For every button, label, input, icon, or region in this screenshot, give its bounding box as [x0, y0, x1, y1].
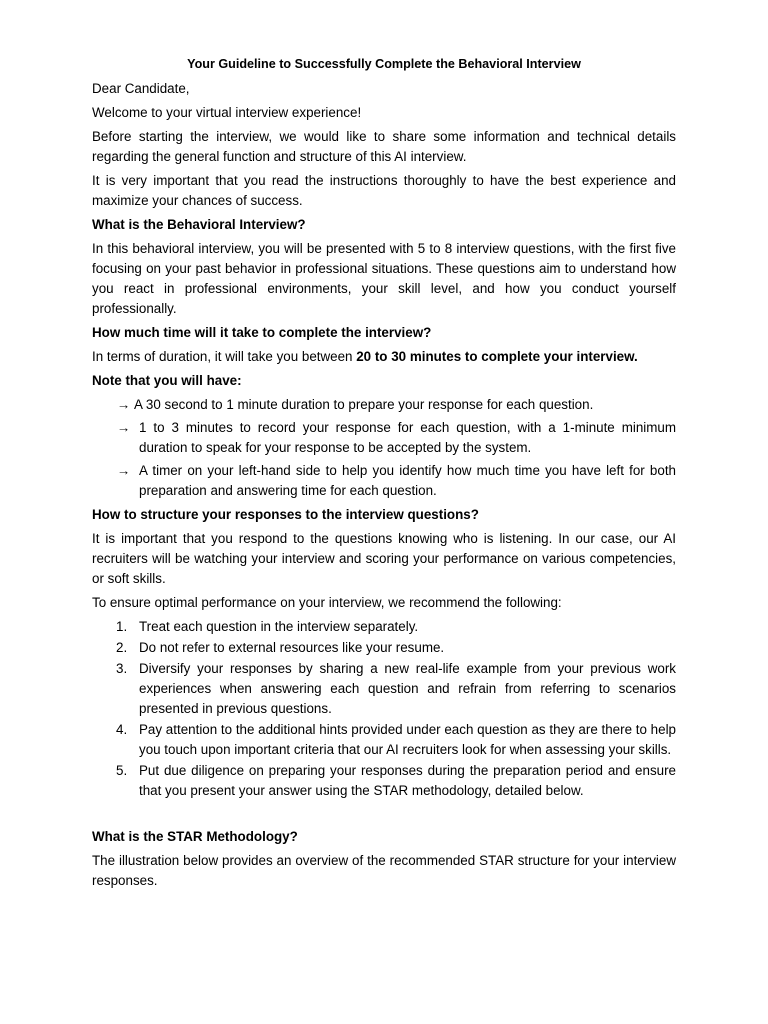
paragraph-recommend: To ensure optimal performance on your interview, we recommend the following: — [92, 595, 562, 610]
recommendation-item — [92, 638, 676, 658]
document-title: Your Guideline to Successfully Complete the Behavioral Interview — [187, 57, 581, 71]
welcome-line: Welcome to your virtual interview experience! — [92, 105, 362, 120]
item-text: Put due diligence on preparing your responses during the preparation period and ensure that you present your answer using the STAR methodology, detailed below. — [139, 763, 676, 798]
note-item — [92, 461, 676, 501]
item-text: Diversify your responses by sharing a new real-life example from your previous work experiences when answering each question and refrain from referring to scenarios presented in previous questions. — [139, 661, 676, 716]
item-text: Pay attention to the additional hints provided under each question as they are there to help you touch upon important criteria that our AI recruiters look for when assessing your skills. — [139, 722, 676, 757]
item-number: 2. — [116, 640, 128, 655]
arrow-icon: → — [117, 463, 131, 478]
heading-star: What is the STAR Methodology? — [92, 829, 298, 844]
recommendation-item — [92, 761, 676, 801]
item-number: 5. — [116, 763, 128, 778]
arrow-icon: → — [117, 420, 131, 435]
heading-structure: How to structure your responses to the interview questions? — [92, 507, 479, 522]
heading-time: How much time will it take to complete the interview? — [92, 325, 432, 340]
heading-what-is-interview: What is the Behavioral Interview? — [92, 217, 306, 232]
intro-paragraph-2: It is very important that you read the instructions thoroughly to have the best experience and maximize your chances of success. — [92, 173, 676, 208]
time-bold: 20 to 30 minutes to complete your interview. — [356, 349, 638, 364]
item-number: 3. — [116, 661, 128, 676]
intro-paragraph-1: Before starting the interview, we would like to share some information and technical details regarding the general function and structure of this AI interview. — [92, 129, 676, 164]
note-text: A timer on your left-hand side to help you identify how much time you have left for both preparation and answering time for each question. — [139, 463, 676, 498]
note-item — [92, 395, 676, 415]
note-label: Note that you will have: — [92, 373, 242, 388]
spacer — [92, 805, 676, 827]
document-body — [92, 54, 676, 895]
recommendations-list — [92, 617, 676, 801]
paragraph-star: The illustration below provides an overview of the recommended STAR structure for your interview responses. — [92, 853, 676, 888]
recommendation-item — [92, 659, 676, 719]
arrow-icon: → — [117, 397, 131, 412]
note-item — [92, 418, 676, 458]
paragraph-time — [92, 347, 676, 367]
item-number: 1. — [116, 619, 128, 634]
paragraph-structure: It is important that you respond to the questions knowing who is listening. In our case, our AI recruiters will be watching your interview and scoring your performance on various competencies, or soft skills. — [92, 531, 676, 586]
time-prefix: In terms of duration, it will take you between — [92, 349, 357, 364]
recommendation-item — [92, 720, 676, 760]
item-number: 4. — [116, 722, 128, 737]
item-text: Do not refer to external resources like your resume. — [139, 640, 445, 655]
note-text: 1 to 3 minutes to record your response for each question, with a 1-minute minimum duration to speak for your response to be accepted by the system. — [139, 420, 676, 455]
recommendation-item — [92, 617, 676, 637]
salutation: Dear Candidate, — [92, 81, 190, 96]
paragraph-what-is-interview: In this behavioral interview, you will be presented with 5 to 8 interview questions, with the first five focusing on your past behavior in professional situations. These questions aim to understand how you react in professional environments, your skill level, and how you conduct yourself professionally. — [92, 241, 676, 316]
note-text: A 30 second to 1 minute duration to prepare your response for each question. — [134, 397, 594, 412]
notes-list — [92, 395, 676, 501]
item-text: Treat each question in the interview separately. — [139, 619, 419, 634]
